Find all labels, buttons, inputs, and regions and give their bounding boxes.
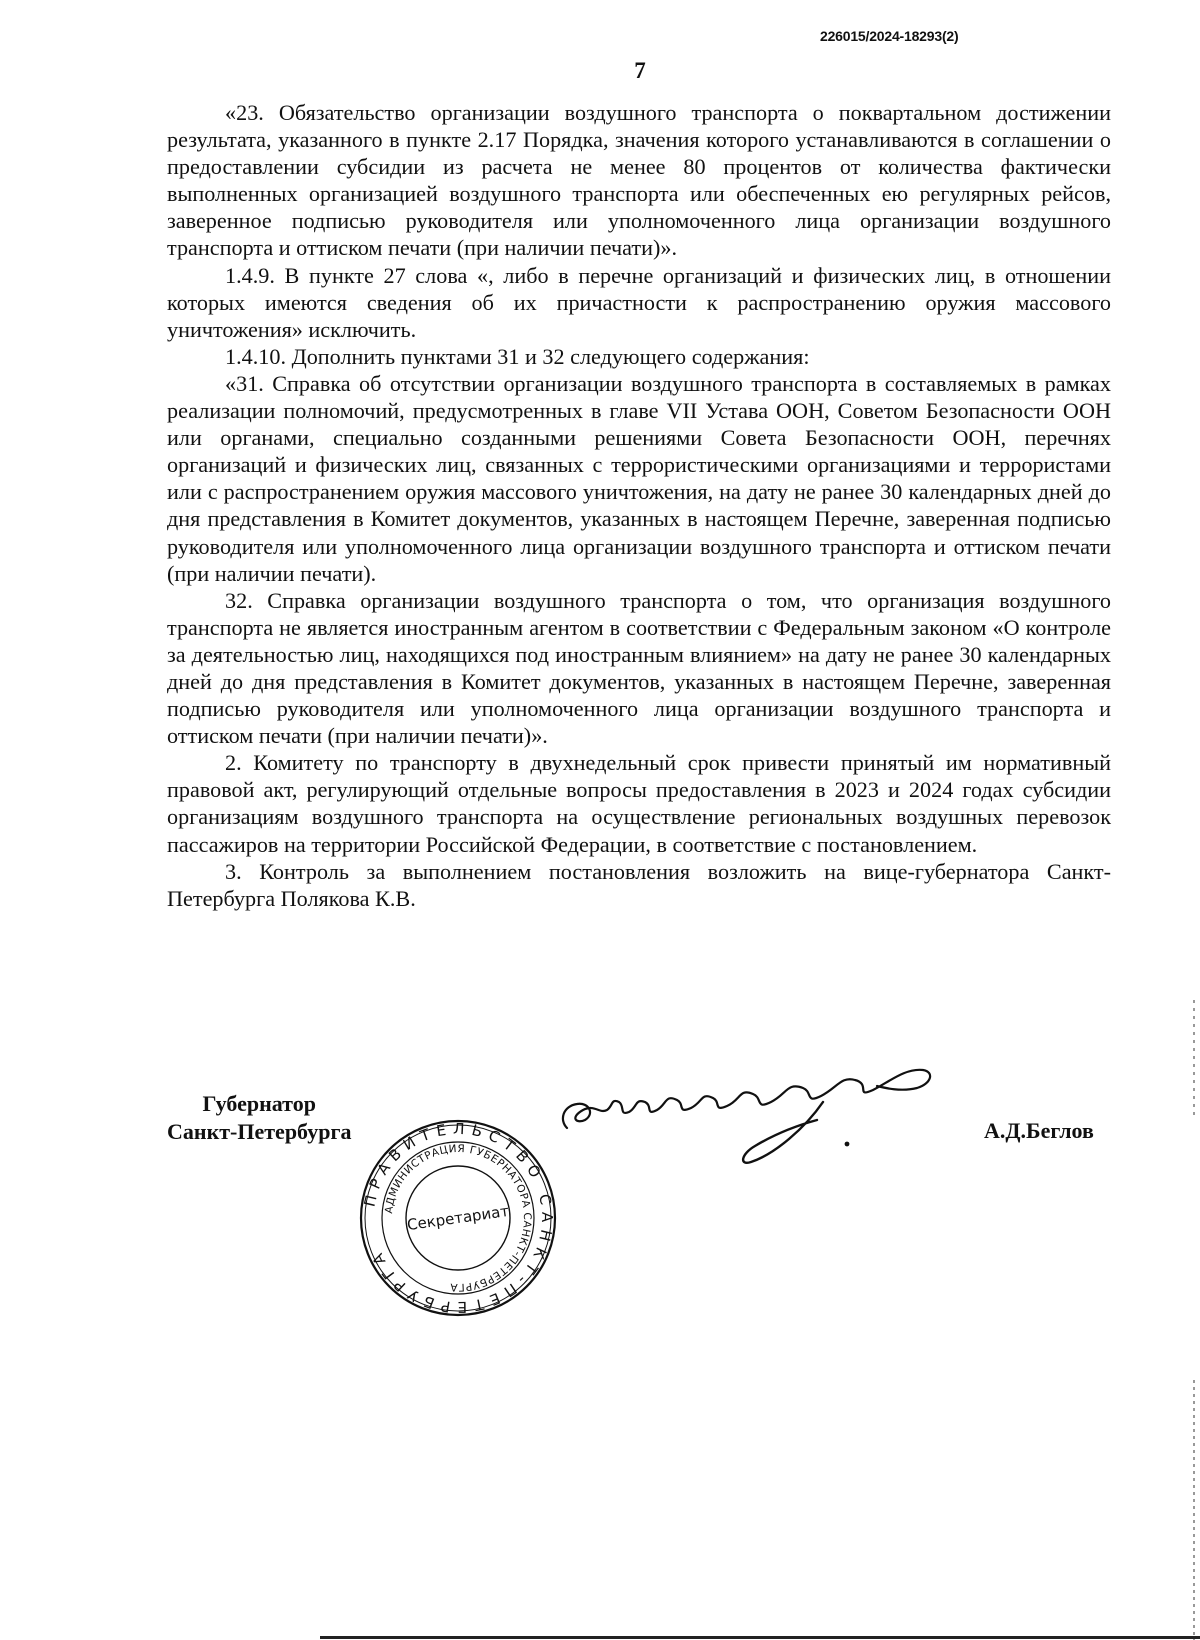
- scan-edge-marks: [1192, 1000, 1196, 1640]
- paragraph-1-4-9: 1.4.9. В пункте 27 слова «, либо в перечне организаций и физических лиц, в отношении которых имеются сведения об их причастности к распространению оружия массового уничтожения» исключить.: [167, 262, 1111, 342]
- stamp-center-text: Секретариат: [405, 1201, 511, 1235]
- signatory-name: А.Д.Беглов: [984, 1118, 1094, 1143]
- paragraph-3: 3. Контроль за выполнением постановления возложить на вице-губернатора Санкт-Петербурга Полякова К.В.: [167, 858, 1111, 911]
- paragraph-item-31: «31. Справка об отсутствии организации воздушного транспорта в составляемых в рамках реализации полномочий, предусмотренных в главе VII Устава ООН, Советом Безопасности ООН или органами, специально созданными решениями Совета Безопасности ООН, перечнях организаций и физических лиц, связанных с террористическими организациями и террористами или с распространением оружия массового уничтожения, на дату не ранее 30 календарных дней до дня представления в Комитет документов, указанных в настоящем Перечне, заверенная подписью руководителя или уполномоченного лица организации воздушного транспорта и оттиском печати (при наличии печати).: [167, 370, 1111, 586]
- paragraph-2: 2. Комитету по транспорту в двухнедельный срок привести принятый им нормативный правовой акт, регулирующий отдельные вопросы предоставления в 2023 и 2024 годах субсидии организациям воздушного транспорта на осуществление региональных воздушных перевозок пассажиров на территории Российской Федерации, в соответствие с постановлением.: [167, 750, 1111, 857]
- paragraph-item-23: «23. Обязательство организации воздушного транспорта о поквартальном достижении результата, указанного в пункте 2.17 Порядка, значения которого устанавливаются в соглашении о предоставлении субсидии из расчета не менее 80 процентов от количества фактически выполненных организацией воздушного транспорта или обеспеченных ею регулярных рейсов, заверенное подписью руководителя или уполномоченного лица организации воздушного транспорта и оттиском печати (при наличии печати)».: [167, 100, 1111, 261]
- signatory-title-line1: Губернатор: [202, 1091, 316, 1116]
- stamp-inner-text: АДМИНИСТРАЦИЯ ГУБЕРНАТОРА САНКТ-ПЕТЕРБУРГА: [383, 1142, 534, 1294]
- document-registration-number: 226015/2024-18293(2): [820, 28, 959, 44]
- signatory-title: [167, 1090, 351, 1146]
- signatory-title-line2: Санкт-Петербурга: [167, 1119, 352, 1144]
- official-seal-stamp: [358, 1118, 558, 1318]
- document-body: [167, 99, 1111, 912]
- stamp-outer-text: ПРАВИТЕЛЬСТВО САНКТ-ПЕТЕРБУРГА: [360, 1119, 557, 1317]
- paragraph-item-32: 32. Справка организации воздушного транспорта о том, что организация воздушного транспорта не является иностранным агентом в соответствии с Федеральным законом «О контроле за деятельностью лиц, находящихся под иностранным влиянием» на дату не ранее 30 календарных дней до дня представления в Комитет документов, указанных в настоящем Перечне, заверенная подписью руководителя или уполномоченного лица организации воздушного транспорта и оттиском печати (при наличии печати)».: [167, 587, 1111, 749]
- handwritten-signature: [555, 1058, 945, 1168]
- page-number: 7: [634, 58, 646, 83]
- paragraph-1-4-10: 1.4.10. Дополнить пунктами 31 и 32 следующего содержания:: [225, 343, 810, 369]
- signature-block: [0, 1090, 1200, 1350]
- bottom-edge-line: [320, 1636, 1200, 1639]
